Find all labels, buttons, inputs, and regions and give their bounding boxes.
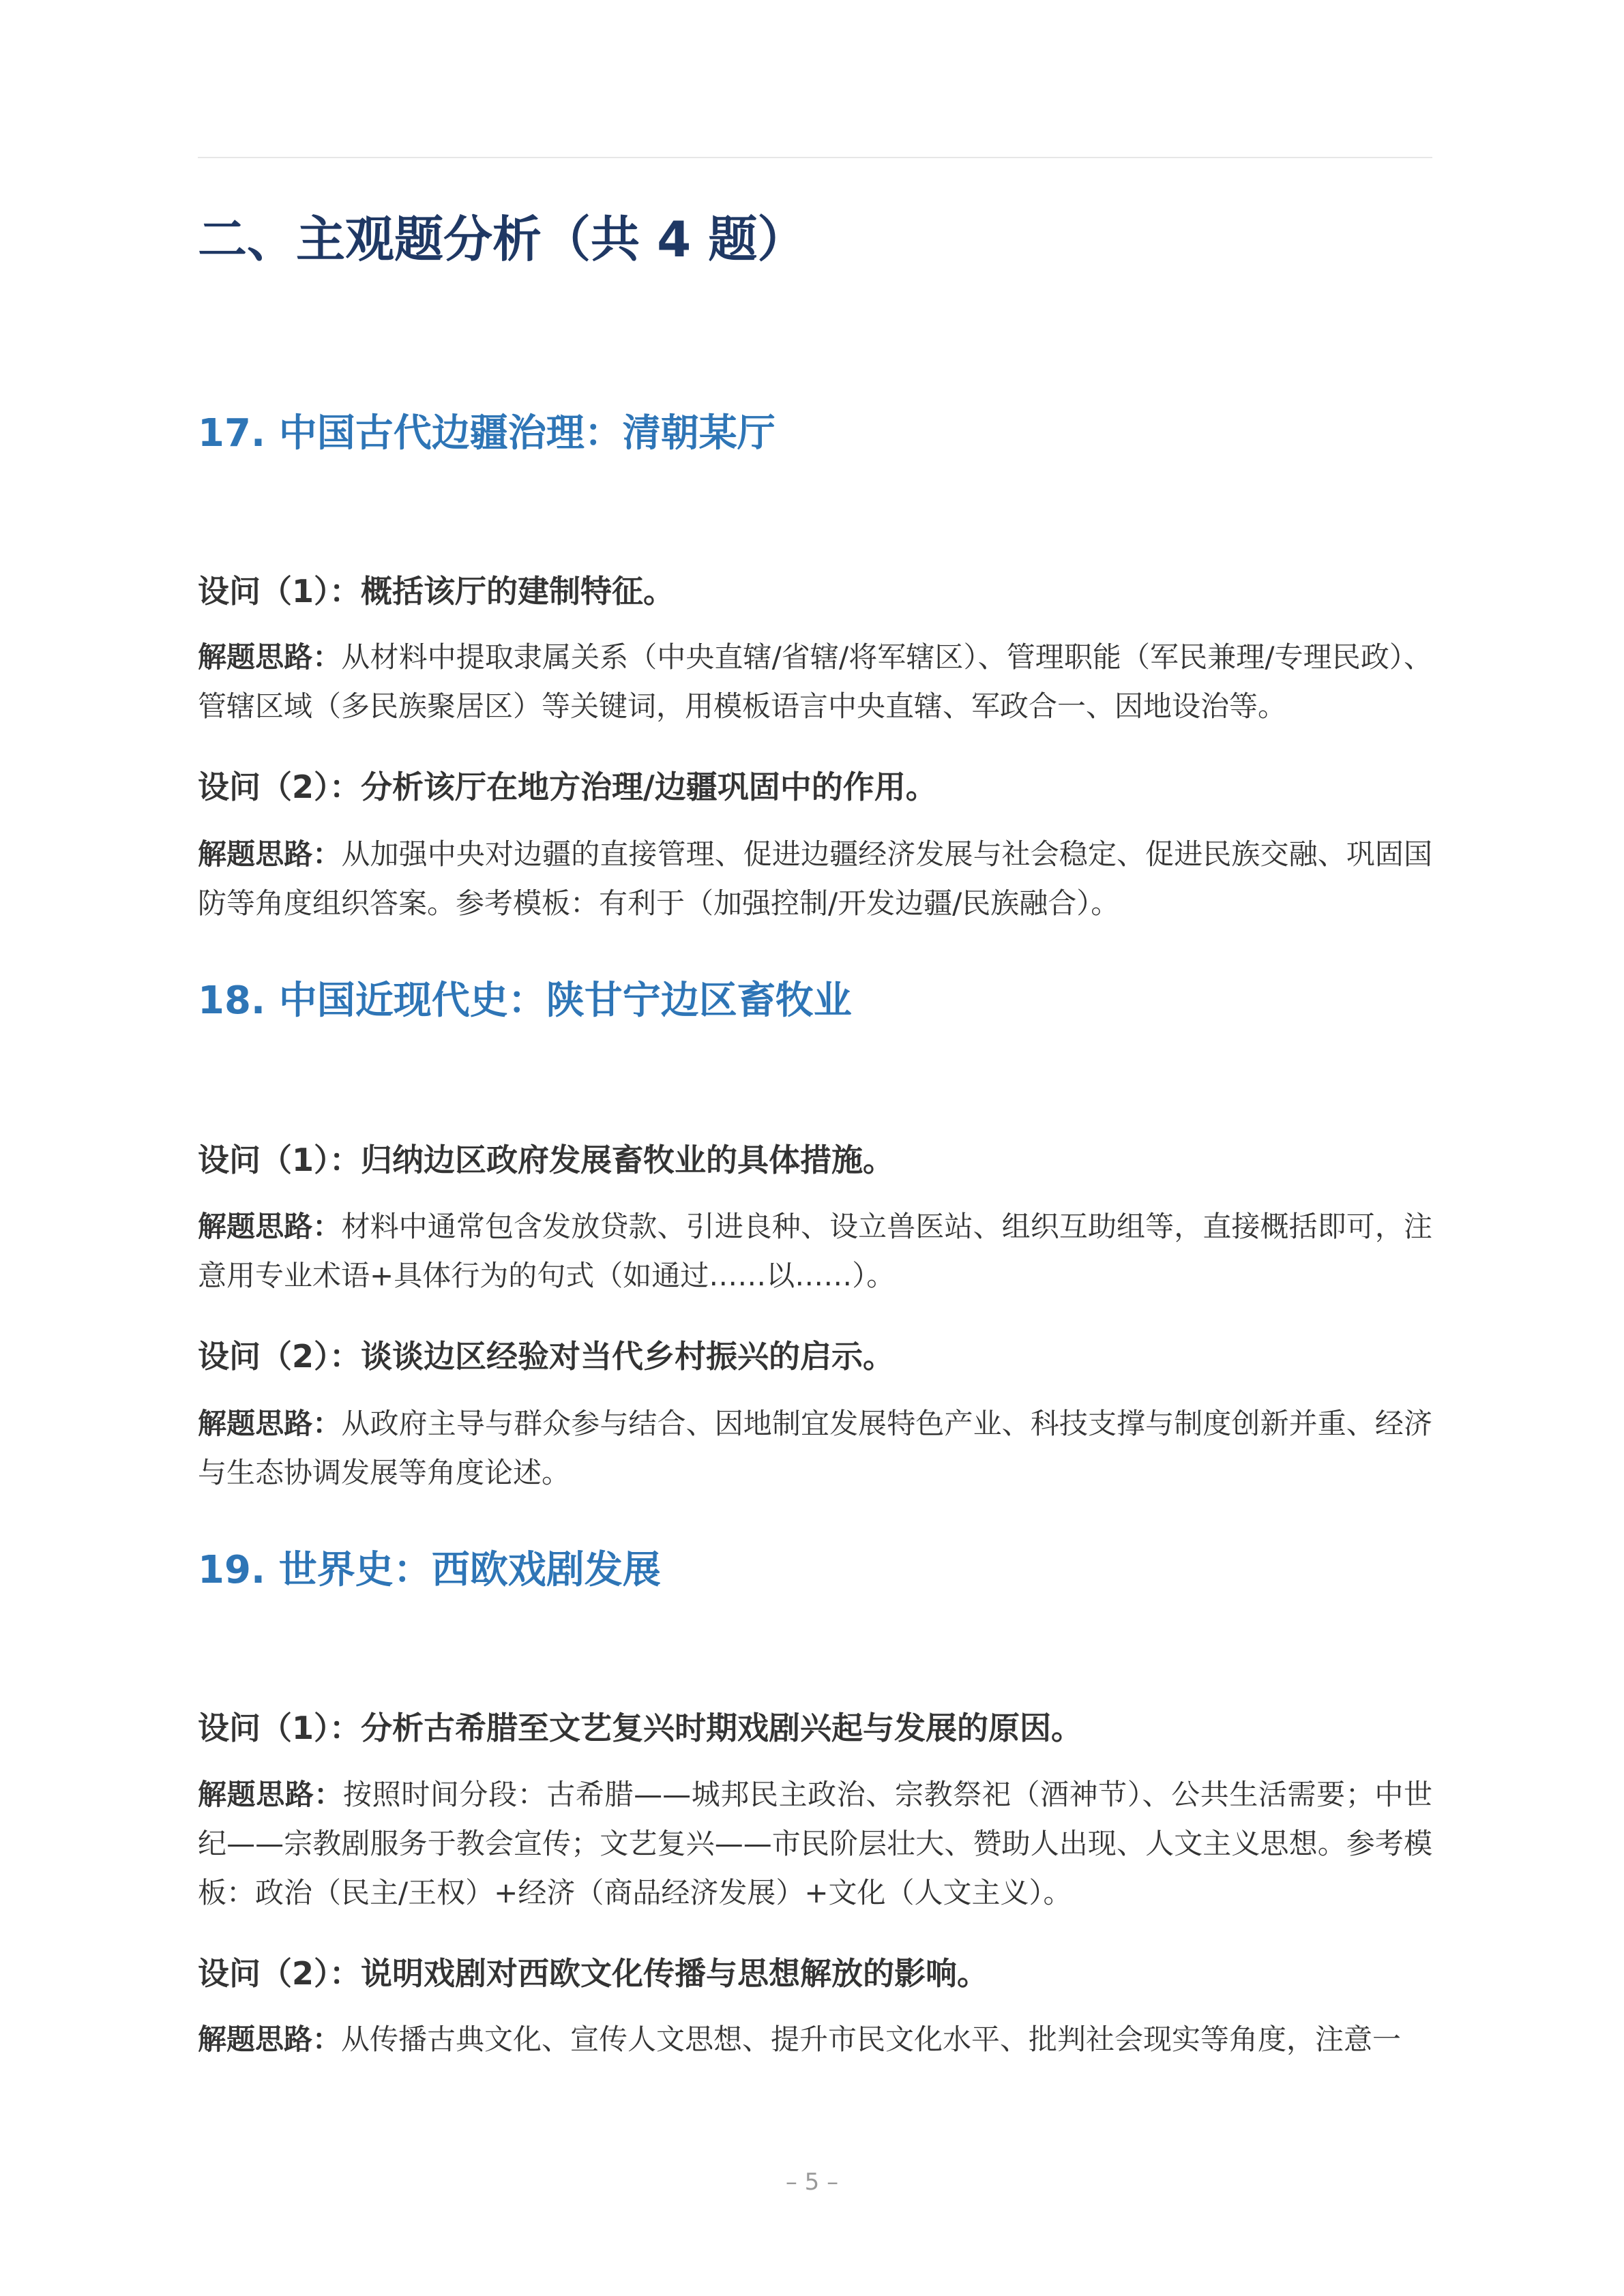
topic-19-answer-2 [198,2015,1432,2064]
topic-18-title: 18. 中国近现代史：陕甘宁边区畜牧业 [198,979,852,1023]
topic-18-question-2: 设问（2）：谈谈边区经验对当代乡村振兴的启示。 [198,1338,895,1375]
topic-17-answer-2 [198,830,1432,928]
topic-17-question-1: 设问（1）：概括该厅的建制特征。 [198,573,675,610]
topic-17-title: 17. 中国古代边疆治理：清朝某厅 [198,411,776,456]
topic-19-answer-1 [198,1770,1432,1918]
answer-text: 从政府主导与群众参与结合、因地制宜发展特色产业、科技支撑与制度创新并重、经济与生态协调发展等角度论述。 [198,1407,1432,1489]
answer-text: 从传播古典文化、宣传人文思想、提升市民文化水平、批判社会现实等角度，注意一 [341,2023,1402,2056]
header-divider [198,157,1432,158]
page-number: – 5 – [785,2168,839,2196]
section-title: 二、主观题分析（共 4 题） [198,211,807,268]
answer-label: 解题思路： [198,2023,342,2056]
answer-label: 解题思路： [198,837,342,871]
topic-18-answer-2 [198,1399,1432,1497]
topic-17-question-2: 设问（2）：分析该厅在地方治理/边疆巩固中的作用。 [198,769,937,805]
answer-text: 按照时间分段：古希腊——城邦民主政治、宗教祭祀（酒神节）、公共生活需要；中世纪——宗教剧服务于教会宣传；文艺复兴——市民阶层壮大、赞助人出现、人文主义思想。参考模板：政治（民主/王权）+经济（商品经济发展）+文化（人文主义）。 [198,1778,1432,1909]
answer-text: 从材料中提取隶属关系（中央直辖/省辖/将军辖区）、管理职能（军民兼理/专理民政）、管辖区域（多民族聚居区）等关键词，用模板语言中央直辖、军政合一、因地设治等。 [198,640,1432,723]
answer-label: 解题思路： [198,1407,342,1440]
answer-label: 解题思路： [198,640,342,674]
answer-label: 解题思路： [198,1210,342,1243]
answer-label: 解题思路： [198,1778,344,1811]
answer-text: 从加强中央对边疆的直接管理、促进边疆经济发展与社会稳定、促进民族交融、巩固国防等角度组织答案。参考模板：有利于（加强控制/开发边疆/民族融合）。 [198,837,1432,920]
topic-19-question-2: 设问（2）：说明戏剧对西欧文化传播与思想解放的影响。 [198,1955,989,1992]
topic-19-title: 19. 世界史：西欧戏剧发展 [198,1548,661,1592]
topic-18-answer-1 [198,1202,1432,1300]
answer-text: 材料中通常包含发放贷款、引进良种、设立兽医站、组织互助组等，直接概括即可，注意用专业术语+具体行为的句式（如通过……以……）。 [198,1210,1432,1292]
topic-19-question-1: 设问（1）：分析古希腊至文艺复兴时期戏剧兴起与发展的原因。 [198,1710,1083,1746]
topic-17-answer-1 [198,633,1432,731]
topic-18-question-1: 设问（1）：归纳边区政府发展畜牧业的具体措施。 [198,1142,895,1178]
